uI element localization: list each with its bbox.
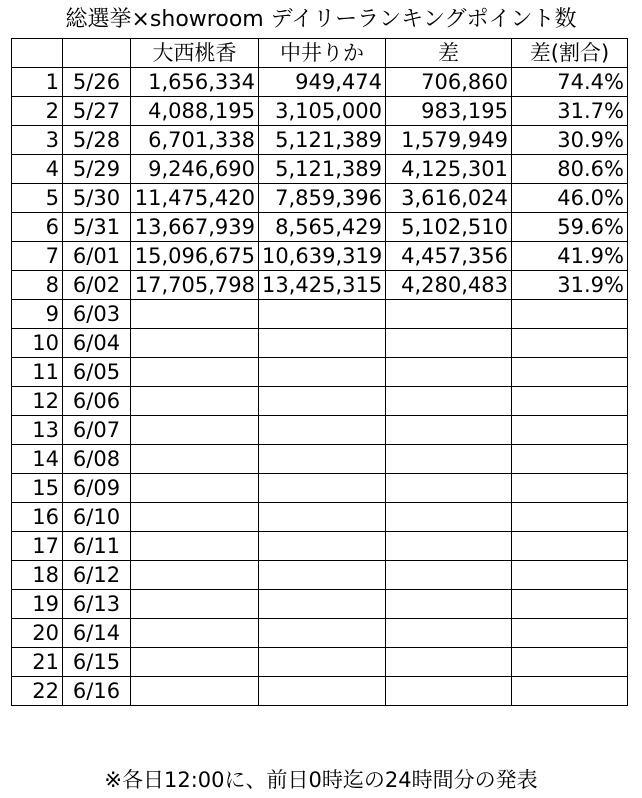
nakai-cell: [259, 648, 386, 677]
diff-cell: [386, 329, 512, 358]
onishi-cell: [131, 300, 259, 329]
diff-cell: 4,125,301: [386, 155, 512, 184]
nakai-cell: [259, 619, 386, 648]
onishi-cell: 11,475,420: [131, 184, 259, 213]
row-index-cell: 19: [12, 590, 63, 619]
onishi-cell: [131, 619, 259, 648]
onishi-cell: [131, 503, 259, 532]
ratio-cell: [512, 474, 628, 503]
date-cell: 6/07: [63, 416, 131, 445]
ratio-cell: [512, 561, 628, 590]
date-cell: 5/26: [63, 68, 131, 97]
date-cell: 6/02: [63, 271, 131, 300]
row-index-cell: 2: [12, 97, 63, 126]
row-index-cell: 9: [12, 300, 63, 329]
onishi-cell: 15,096,675: [131, 242, 259, 271]
onishi-cell: 13,667,939: [131, 213, 259, 242]
header-cell-index: [12, 39, 63, 68]
row-index-cell: 20: [12, 619, 63, 648]
row-index-cell: 6: [12, 213, 63, 242]
nakai-cell: [259, 387, 386, 416]
table-row: [12, 358, 628, 387]
diff-cell: [386, 677, 512, 706]
date-cell: 6/06: [63, 387, 131, 416]
diff-cell: 4,457,356: [386, 242, 512, 271]
ratio-cell: 74.4%: [512, 68, 628, 97]
table-row: [12, 387, 628, 416]
diff-cell: [386, 561, 512, 590]
nakai-cell: [259, 474, 386, 503]
onishi-cell: 17,705,798: [131, 271, 259, 300]
date-cell: 6/04: [63, 329, 131, 358]
ratio-cell: [512, 532, 628, 561]
diff-cell: [386, 358, 512, 387]
table-row: [12, 97, 628, 126]
nakai-cell: [259, 329, 386, 358]
diff-cell: [386, 590, 512, 619]
row-index-cell: 3: [12, 126, 63, 155]
onishi-cell: [131, 474, 259, 503]
diff-cell: 5,102,510: [386, 213, 512, 242]
diff-cell: [386, 416, 512, 445]
onishi-cell: [131, 590, 259, 619]
row-index-cell: 10: [12, 329, 63, 358]
diff-cell: 1,579,949: [386, 126, 512, 155]
date-cell: 6/15: [63, 648, 131, 677]
date-cell: 6/08: [63, 445, 131, 474]
date-cell: 6/09: [63, 474, 131, 503]
date-cell: 6/12: [63, 561, 131, 590]
nakai-cell: [259, 590, 386, 619]
row-index-cell: 1: [12, 68, 63, 97]
nakai-cell: [259, 677, 386, 706]
ratio-cell: [512, 503, 628, 532]
row-index-cell: 14: [12, 445, 63, 474]
ranking-table: [11, 38, 628, 706]
diff-cell: 706,860: [386, 68, 512, 97]
row-index-cell: 4: [12, 155, 63, 184]
table-row: [12, 416, 628, 445]
row-index-cell: 18: [12, 561, 63, 590]
onishi-cell: 1,656,334: [131, 68, 259, 97]
table-row: [12, 474, 628, 503]
diff-cell: 4,280,483: [386, 271, 512, 300]
table-row: [12, 213, 628, 242]
table-row: [12, 126, 628, 155]
ratio-cell: 30.9%: [512, 126, 628, 155]
row-index-cell: 13: [12, 416, 63, 445]
date-cell: 5/31: [63, 213, 131, 242]
row-index-cell: 21: [12, 648, 63, 677]
nakai-cell: [259, 416, 386, 445]
diff-cell: 3,616,024: [386, 184, 512, 213]
table-row: [12, 677, 628, 706]
diff-cell: [386, 619, 512, 648]
ratio-cell: [512, 387, 628, 416]
header-cell-nakai: 中井りか: [259, 39, 386, 68]
table-row: [12, 242, 628, 271]
row-index-cell: 12: [12, 387, 63, 416]
onishi-cell: [131, 445, 259, 474]
date-cell: 6/10: [63, 503, 131, 532]
onishi-cell: [131, 648, 259, 677]
table-row: [12, 329, 628, 358]
ratio-cell: [512, 300, 628, 329]
nakai-cell: [259, 532, 386, 561]
date-cell: 5/30: [63, 184, 131, 213]
nakai-cell: [259, 503, 386, 532]
onishi-cell: [131, 416, 259, 445]
ratio-cell: [512, 648, 628, 677]
date-cell: 6/03: [63, 300, 131, 329]
diff-cell: [386, 648, 512, 677]
date-cell: 5/29: [63, 155, 131, 184]
row-index-cell: 22: [12, 677, 63, 706]
header-cell-onishi: 大西桃香: [131, 39, 259, 68]
ratio-cell: [512, 416, 628, 445]
table-row: [12, 445, 628, 474]
table-row: [12, 532, 628, 561]
date-cell: 6/01: [63, 242, 131, 271]
nakai-cell: 3,105,000: [259, 97, 386, 126]
nakai-cell: [259, 561, 386, 590]
table-row: [12, 68, 628, 97]
nakai-cell: [259, 445, 386, 474]
ratio-cell: 41.9%: [512, 242, 628, 271]
onishi-cell: [131, 387, 259, 416]
date-cell: 6/13: [63, 590, 131, 619]
ratio-cell: [512, 677, 628, 706]
date-cell: 6/14: [63, 619, 131, 648]
date-cell: 6/11: [63, 532, 131, 561]
row-index-cell: 16: [12, 503, 63, 532]
row-index-cell: 15: [12, 474, 63, 503]
diff-cell: [386, 387, 512, 416]
diff-cell: [386, 445, 512, 474]
table-row: [12, 561, 628, 590]
ratio-cell: [512, 619, 628, 648]
ratio-cell: 46.0%: [512, 184, 628, 213]
row-index-cell: 5: [12, 184, 63, 213]
diff-cell: [386, 300, 512, 329]
nakai-cell: 7,859,396: [259, 184, 386, 213]
onishi-cell: 9,246,690: [131, 155, 259, 184]
table-row: [12, 184, 628, 213]
header-row: [12, 39, 628, 68]
nakai-cell: 5,121,389: [259, 155, 386, 184]
onishi-cell: [131, 329, 259, 358]
table-row: [12, 300, 628, 329]
diff-cell: [386, 532, 512, 561]
nakai-cell: 5,121,389: [259, 126, 386, 155]
nakai-cell: 13,425,315: [259, 271, 386, 300]
header-cell-diff: 差: [386, 39, 512, 68]
row-index-cell: 17: [12, 532, 63, 561]
header-cell-date: [63, 39, 131, 68]
table-row: [12, 648, 628, 677]
date-cell: 5/27: [63, 97, 131, 126]
row-index-cell: 8: [12, 271, 63, 300]
ratio-cell: [512, 329, 628, 358]
header-cell-ratio: 差(割合): [512, 39, 628, 68]
page-title: 総選挙×showroom デイリーランキングポイント数: [65, 7, 577, 32]
nakai-cell: 949,474: [259, 68, 386, 97]
onishi-cell: 6,701,338: [131, 126, 259, 155]
ratio-cell: 59.6%: [512, 213, 628, 242]
ratio-cell: 80.6%: [512, 155, 628, 184]
ratio-cell: [512, 358, 628, 387]
date-cell: 6/05: [63, 358, 131, 387]
footnote: ※各日12:00に、前日0時迄の24時間分の発表: [104, 768, 538, 792]
diff-cell: [386, 474, 512, 503]
onishi-cell: [131, 561, 259, 590]
nakai-cell: [259, 300, 386, 329]
table-row: [12, 590, 628, 619]
onishi-cell: [131, 677, 259, 706]
ratio-cell: 31.9%: [512, 271, 628, 300]
ratio-cell: [512, 445, 628, 474]
ratio-cell: 31.7%: [512, 97, 628, 126]
table-row: [12, 619, 628, 648]
table-row: [12, 271, 628, 300]
table-row: [12, 155, 628, 184]
nakai-cell: [259, 358, 386, 387]
table-row: [12, 503, 628, 532]
nakai-cell: 8,565,429: [259, 213, 386, 242]
diff-cell: 983,195: [386, 97, 512, 126]
row-index-cell: 7: [12, 242, 63, 271]
onishi-cell: [131, 358, 259, 387]
onishi-cell: [131, 532, 259, 561]
date-cell: 6/16: [63, 677, 131, 706]
diff-cell: [386, 503, 512, 532]
nakai-cell: 10,639,319: [259, 242, 386, 271]
ratio-cell: [512, 590, 628, 619]
onishi-cell: 4,088,195: [131, 97, 259, 126]
row-index-cell: 11: [12, 358, 63, 387]
date-cell: 5/28: [63, 126, 131, 155]
